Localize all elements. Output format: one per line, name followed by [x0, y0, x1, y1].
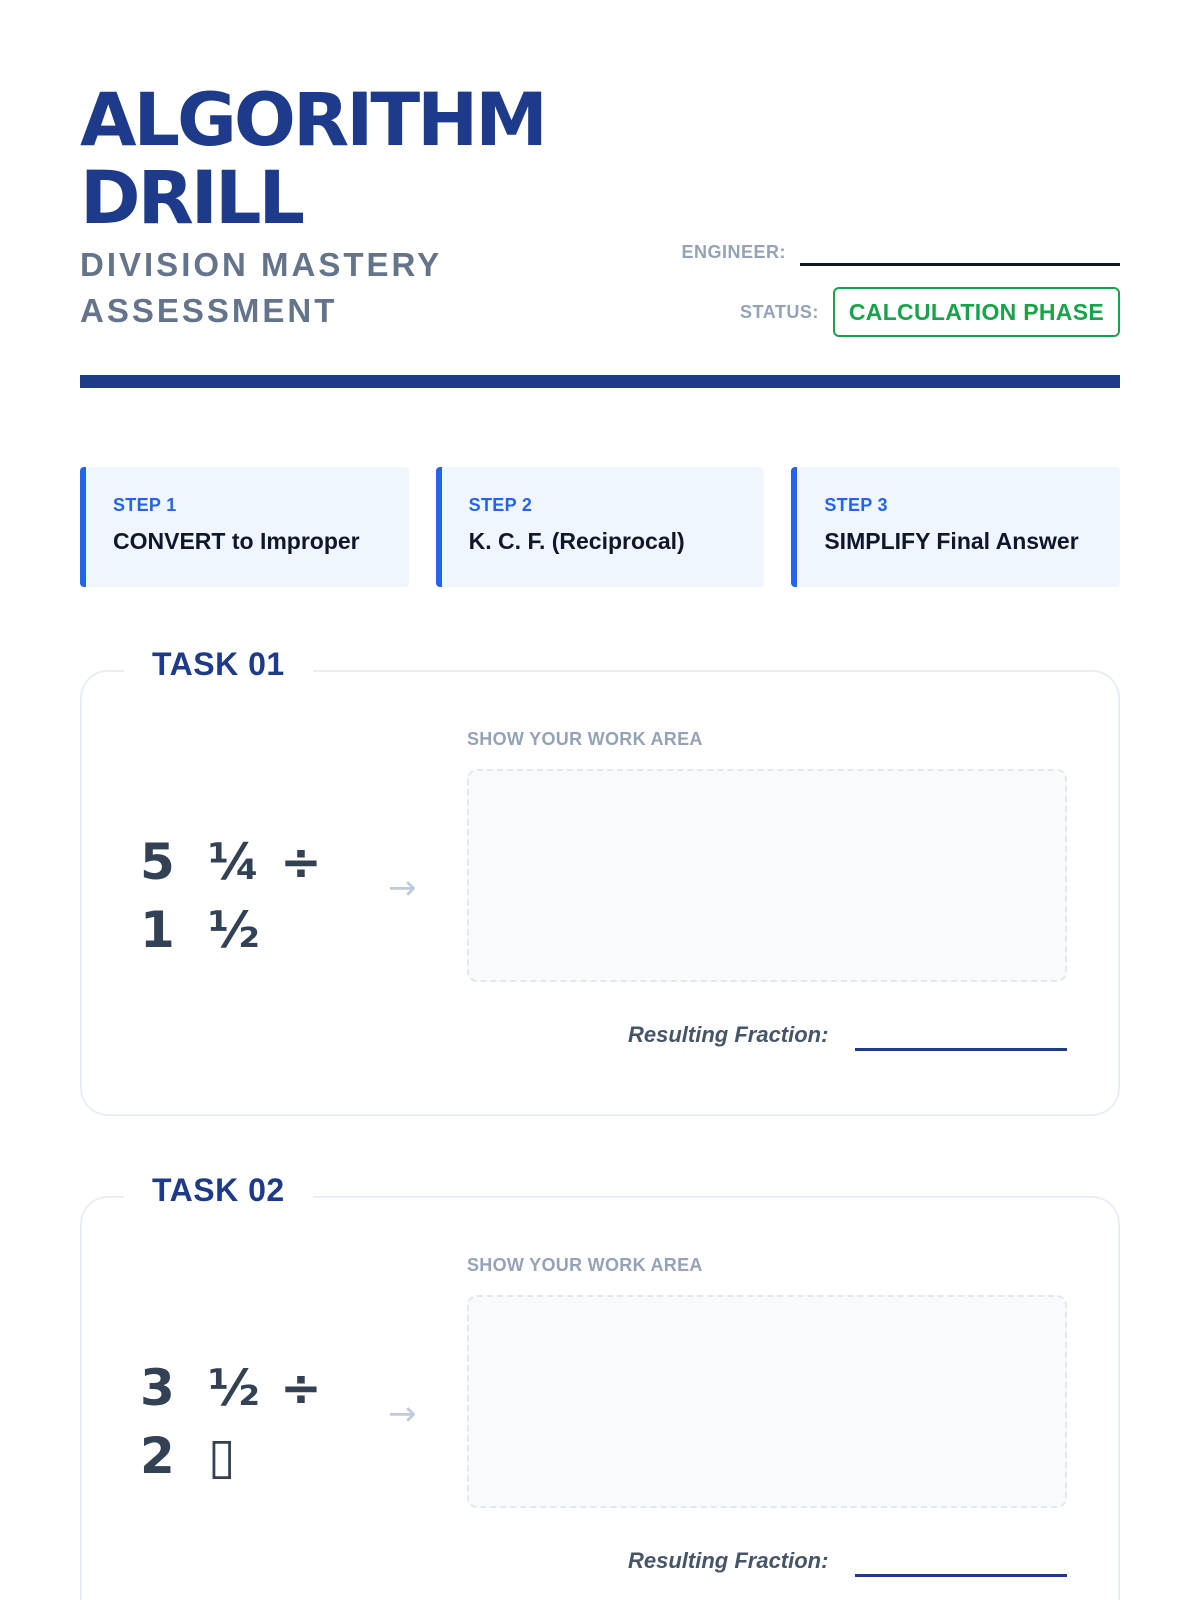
meta-block [680, 237, 1120, 337]
status-badge: CALCULATION PHASE [833, 287, 1120, 337]
task-card-01 [80, 646, 1120, 1116]
divisor-fraction: ▯ [208, 1427, 236, 1485]
work-area-label: SHOW YOUR WORK AREA [467, 729, 703, 749]
step-description: CONVERT to Improper [113, 528, 360, 554]
page-subtitle: DIVISION MASTERY ASSESSMENT [80, 246, 442, 329]
result-label: Resulting Fraction: [628, 1548, 829, 1573]
task-label: TASK 01 [124, 646, 313, 683]
status-row [680, 287, 1120, 337]
work-area[interactable] [467, 1295, 1067, 1508]
work-area-label: SHOW YOUR WORK AREA [467, 1255, 703, 1275]
engineer-name-field[interactable] [800, 239, 1120, 266]
dividend-whole: 5 [140, 833, 175, 891]
step-card-2 [436, 467, 765, 587]
divisor-whole: 1 [140, 901, 175, 959]
divisor-whole: 2 [140, 1427, 175, 1485]
result-answer-field[interactable] [855, 1574, 1067, 1577]
step-card-1 [80, 467, 409, 587]
dividend-whole: 3 [140, 1359, 175, 1417]
engineer-label: ENGINEER: [681, 241, 786, 262]
step-card-3 [791, 467, 1120, 587]
dividend-fraction: ½ [208, 1359, 260, 1417]
work-area[interactable] [467, 769, 1067, 982]
step-number: STEP 1 [113, 495, 177, 515]
dividend-fraction: ¼ [208, 833, 260, 891]
divide-operator: ÷ [280, 833, 322, 891]
division-problem [140, 828, 340, 964]
step-description: SIMPLIFY Final Answer [824, 528, 1079, 554]
step-number: STEP 3 [824, 495, 888, 515]
step-number: STEP 2 [468, 495, 533, 515]
arrow-right-icon: → [388, 1394, 417, 1434]
result-label: Resulting Fraction: [628, 1022, 829, 1047]
result-answer-field[interactable] [855, 1048, 1067, 1051]
status-label: STATUS: [740, 301, 819, 322]
worksheet-header [80, 78, 1120, 332]
header-divider [80, 375, 1120, 388]
arrow-right-icon: → [388, 868, 417, 908]
step-description: K. C. F. (Reciprocal) [468, 528, 685, 554]
engineer-row [680, 237, 1120, 267]
division-problem [140, 1354, 340, 1490]
divide-operator: ÷ [280, 1359, 322, 1417]
page-title: ALGORITHM DRILL [80, 78, 545, 241]
task-label: TASK 02 [124, 1172, 313, 1209]
task-card-02 [80, 1172, 1120, 1600]
steps-row [80, 467, 1120, 587]
divisor-fraction: ½ [208, 901, 260, 959]
